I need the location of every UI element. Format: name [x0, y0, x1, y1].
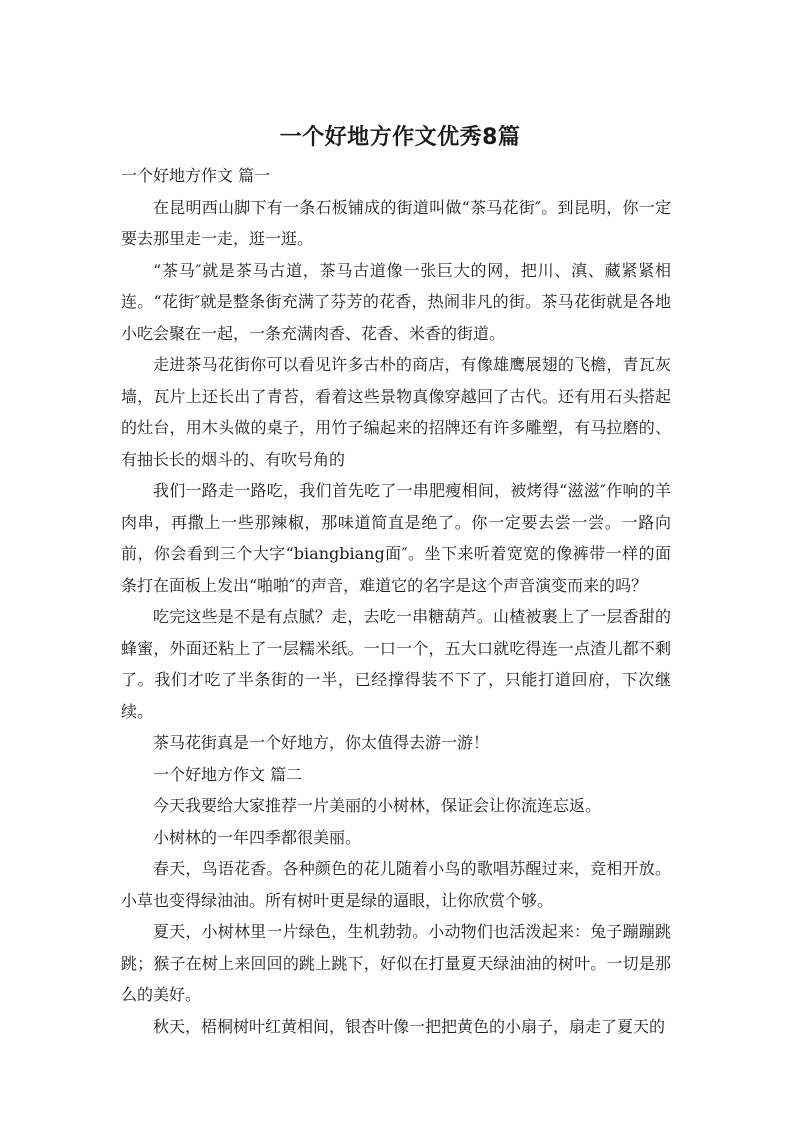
- paragraph: 走进茶马花街你可以看见许多古朴的商店，有像雄鹰展翅的飞檐，青瓦灰墙，瓦片上还长出了青苔，看着这些景物真像穿越回了古代。还有用石头搭起的灶台，用木头做的桌子，用竹子编起来的招牌还有许多雕塑，有马拉磨的、有抽长长的烟斗的、有吹号角的: [121, 355, 671, 469]
- document-body: [121, 160, 671, 1042]
- document-title: 一个好地方作文优秀8篇: [279, 125, 521, 150]
- paragraph: 秋天，梧桐树叶红黄相间，银杏叶像一把把黄色的小扇子，扇走了夏天的: [153, 1016, 666, 1036]
- paragraph: 夏天，小树林里一片绿色，生机勃勃。小动物们也活泼起来：兔子蹦蹦跳跳；猴子在树上来回回的跳上跳下，好似在打量夏天绿油油的树叶。一切是那么的美好。: [121, 922, 671, 1004]
- paragraph: 我们一路走一路吃，我们首先吃了一串肥瘦相间，被烤得“滋滋″作响的羊肉串，再撒上一些那辣椒，那味道简直是绝了。你一定要去尝一尝。一路向前，你会看到三个大字“biangbiang面″。坐下来听着宽宽的像裤带一样的面条打在面板上发出“啪啪″的声音，难道它的名字是这个声音演变而来的吗？: [121, 481, 671, 595]
- section-heading: 一个好地方作文 篇一: [121, 166, 271, 185]
- paragraph: 今天我要给大家推荐一片美丽的小树林，保证会让你流连忘返。: [153, 796, 602, 815]
- paragraph: 小树林的一年四季都很美丽。: [153, 827, 362, 847]
- section-heading: 一个好地方作文 篇二: [153, 764, 303, 784]
- paragraph: 春天，鸟语花香。各种颜色的花儿随着小鸟的歌唱苏醒过来，竞相开放。小草也变得绿油油。所有树叶更是绿的逼眼，让你欣赏个够。: [121, 859, 671, 910]
- paragraph: “茶马″就是茶马古道，茶马古道像一张巨大的网，把川、滇、藏紧紧相连。“花街″就是整条街充满了芬芳的花香，热闹非凡的街。茶马花街就是各地小吃会聚在一起，一条充满肉香、花香、米香的街道。: [121, 260, 671, 343]
- paragraph: 在昆明西山脚下有一条石板铺成的街道叫做“茶马花街″。到昆明，你一定要去那里走一走，逛一逛。: [121, 197, 671, 248]
- paragraph: 吃完这些是不是有点腻？走，去吃一串糖葫芦。山楂被裹上了一层香甜的蜂蜜，外面还粘上了一层糯米纸。一口一个，五大口就吃得连一点渣儿都不剩了。我们才吃了半条街的一半，已经撑得装不下了，只能打道回府，下次继续。: [121, 607, 671, 721]
- paragraph: 茶马花街真是一个好地方，你太值得去游一游！: [153, 733, 490, 752]
